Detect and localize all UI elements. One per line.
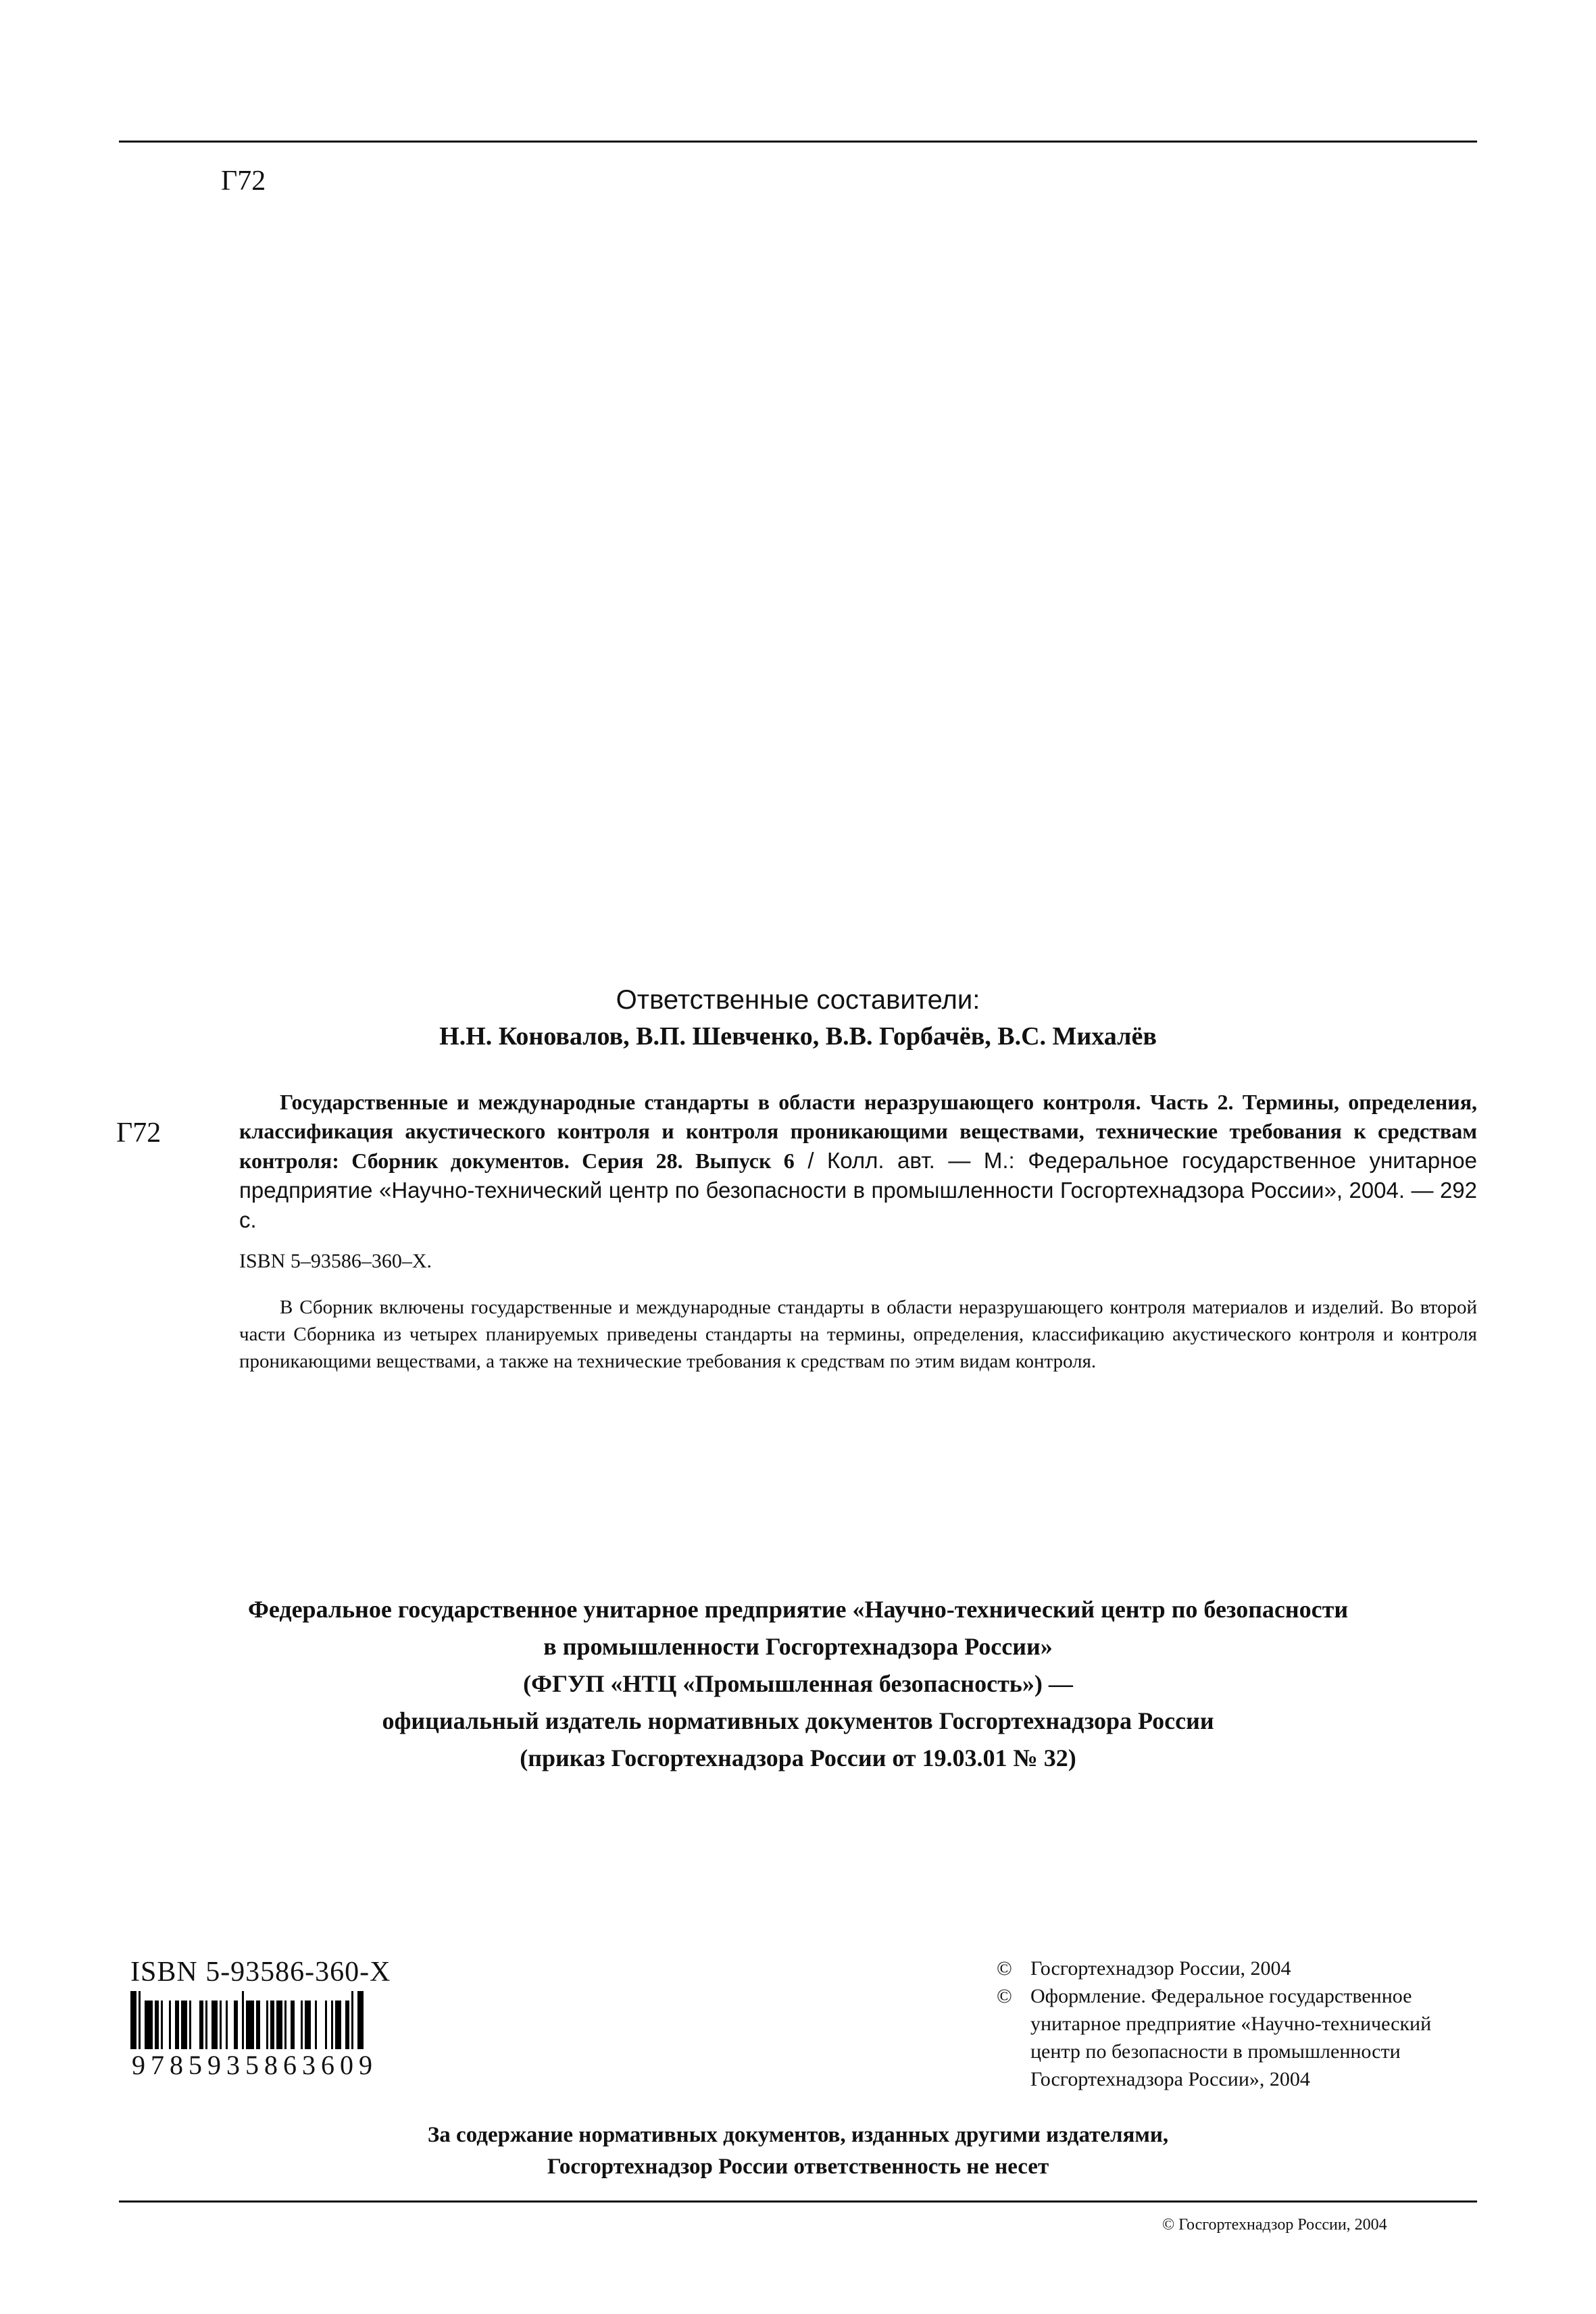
isbn-barcode-block [130, 1956, 391, 2081]
bibliographic-imprint: / Колл. авт. — М.: Федеральное государственное унитарное предприятие «Научно-технический центр по безопасности в промышленности Госгортехнадзора России», 2004. — 292 с. [239, 1148, 1478, 1232]
copyright-entry [997, 1955, 1483, 1982]
compilers-label: Ответственные составители: [616, 985, 980, 1015]
compilers-names: Н.Н. Коновалов, В.П. Шевченко, В.В. Горбачёв, В.С. Михалёв [439, 1022, 1157, 1051]
publisher-line: (приказ Госгортехнадзора России от 19.03.01 № 32) [520, 1744, 1076, 1771]
disclaimer [119, 2119, 1477, 2183]
compilers-block [119, 982, 1477, 1055]
top-rule [119, 141, 1477, 143]
annotation [239, 1294, 1477, 1375]
footer-copyright: © Госгортехнадзор России, 2004 [1162, 2216, 1387, 2234]
copyright-continuation: Госгортехнадзора России», 2004 [1030, 2068, 1310, 2090]
disclaimer-line: За содержание нормативных документов, изданных другими издателями, [427, 2123, 1169, 2147]
publisher-line: Федеральное государственное унитарное предприятие «Научно-технический центр по безопасности [247, 1596, 1349, 1623]
isbn-line: ISBN 5–93586–360–Х. [239, 1250, 432, 1272]
copyright-symbol: © [997, 1985, 1012, 2007]
bibliographic-title: Государственные и международные стандарты в области неразрушающего контроля. Часть 2. Термины, определения, классификация акустического контроля и контроля проникающими веществами, технические требования к средствам контроля: Сборник документов. Серия 28. Выпуск 6 [239, 1090, 1477, 1173]
bottom-rule [119, 2200, 1477, 2203]
publisher-line: в промышленности Госгортехнадзора России» [543, 1633, 1053, 1660]
copyright-block [997, 1955, 1483, 2093]
copyright-line: Оформление. Федеральное государственное [1030, 1985, 1412, 2007]
publisher-line: (ФГУП «НТЦ «Промышленная безопасность») — [523, 1670, 1073, 1697]
barcode-isbn-text: ISBN 5-93586-360-X [130, 1957, 391, 1988]
index-code-top: Г72 [221, 166, 266, 197]
copyright-continuation: центр по безопасности в промышленности [1030, 2040, 1401, 2063]
copyright-entry [997, 1982, 1483, 2010]
disclaimer-line: Госгортехнадзор России ответственность не несет [547, 2155, 1049, 2179]
bibliographic-record [239, 1088, 1477, 1235]
copyright-continuation: унитарное предприятие «Научно-технический [1030, 2013, 1432, 2035]
copyright-symbol: © [997, 1957, 1012, 1980]
copyright-line: Госгортехнадзор России, 2004 [1030, 1957, 1291, 1980]
publisher-block [119, 1591, 1477, 1777]
annotation-text: В Сборник включены государственные и международные стандарты в области неразрушающего контроля материалов и изделий. Во второй части Сборника из четырех планируемых приведены стандарты на термины, определения, классификацию акустического контроля и контроля проникающими веществами, а также на технические требования к средствам по этим видам контроля. [239, 1297, 1477, 1372]
barcode-digits: 9785935863609 [132, 2050, 378, 2080]
publisher-line: официальный издатель нормативных документов Госгортехнадзора России [382, 1707, 1214, 1734]
index-code-left: Г72 [116, 1117, 161, 1149]
